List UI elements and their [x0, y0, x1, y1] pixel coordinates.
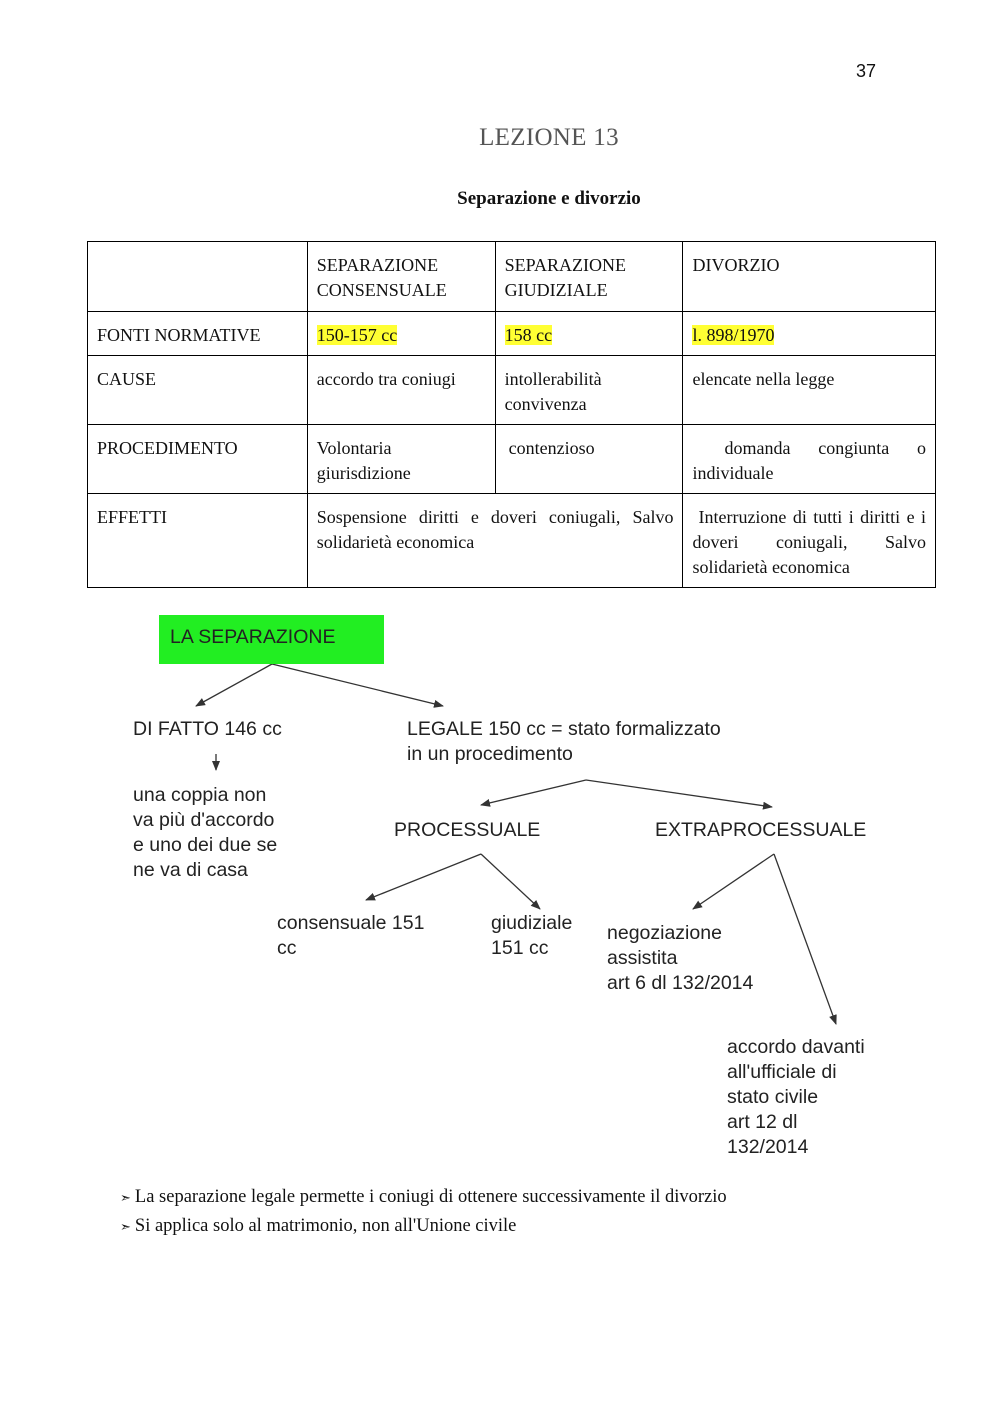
bullet-text: Si applica solo al matrimonio, non all'Unione civile — [134, 1216, 517, 1236]
header-cell: DIVORZIO — [683, 242, 936, 312]
node-line: una coppia non — [133, 784, 267, 806]
root-node — [159, 615, 384, 664]
header-cell: SEPARAZIONE GIUDIZIALE — [495, 242, 683, 312]
node-extraprocessuale: EXTRAPROCESSUALE — [655, 819, 867, 841]
node-line: art 6 dl 132/2014 — [607, 972, 754, 994]
node-line: 132/2014 — [727, 1136, 809, 1158]
table-cell: intollerabilità convivenza — [495, 356, 683, 425]
arrow-root-legale — [272, 664, 443, 706]
table-row — [88, 494, 936, 588]
node-line: va più d'accordo — [133, 809, 275, 831]
node-line: in un procedimento — [407, 743, 573, 765]
arrow-extra-accordo — [774, 854, 836, 1024]
table-cell: accordo tra coniugi — [307, 356, 495, 425]
arrow-processuale-consensuale — [366, 854, 481, 900]
node-line: accordo davanti — [727, 1036, 865, 1058]
bullet-arrow-icon: ➣ — [120, 1190, 131, 1205]
node-line: negoziazione — [607, 922, 722, 944]
node-consensuale — [277, 911, 424, 961]
node-processuale: PROCESSUALE — [394, 819, 541, 841]
row-label: PROCEDIMENTO — [88, 425, 308, 494]
node-line: art 12 dl — [727, 1111, 798, 1133]
header-cell-empty — [88, 242, 308, 312]
node-line: giudiziale — [491, 912, 573, 934]
node-line: all'ufficiale di — [727, 1061, 837, 1083]
row-label: FONTI NORMATIVE — [88, 312, 308, 356]
node-line: assistita — [607, 947, 678, 969]
table-cell: Interruzione di tutti i diritti e i doveri coniugali, Salvo solidarietà economica — [683, 494, 936, 588]
section-title: Separazione e divorzio — [457, 188, 641, 209]
node-giudiziale — [491, 911, 572, 961]
highlighted-text: 158 cc — [504, 325, 553, 345]
node-line: 151 cc — [491, 937, 549, 959]
highlighted-text: l. 898/1970 — [692, 325, 775, 345]
table-cell — [307, 312, 495, 356]
root-node-label: LA SEPARAZIONE — [170, 626, 336, 648]
table-header-row — [88, 242, 936, 312]
bullet-item — [120, 1212, 727, 1241]
header-cell: SEPARAZIONE CONSENSUALE — [307, 242, 495, 312]
node-legale — [407, 717, 721, 767]
node-line: ne va di casa — [133, 859, 248, 881]
node-line: LEGALE 150 cc = stato formalizzato — [407, 718, 721, 740]
node-line: cc — [277, 937, 297, 959]
table-cell-merged: Sospensione diritti e doveri coniugali, Salvo solidarietà economica — [307, 494, 683, 588]
row-label: CAUSE — [88, 356, 308, 425]
arrow-processuale-giudiziale — [481, 854, 540, 909]
bullet-text: La separazione legale permette i coniugi di ottenere successivamente il divorzio — [134, 1187, 727, 1207]
table-cell: elencate nella legge — [683, 356, 936, 425]
table-cell: contenzioso — [495, 425, 683, 494]
separation-diagram — [0, 600, 1000, 1170]
arrow-legale-processuale — [481, 780, 586, 805]
comparison-table — [87, 241, 936, 588]
table-cell — [495, 312, 683, 356]
bullet-item — [120, 1183, 727, 1212]
node-negoziazione — [607, 921, 753, 996]
node-line: stato civile — [727, 1086, 819, 1108]
bullet-list — [120, 1183, 727, 1241]
node-line: e uno dei due se — [133, 834, 278, 856]
table-cell: domanda congiunta o individuale — [683, 425, 936, 494]
node-di-fatto: DI FATTO 146 cc — [133, 718, 282, 740]
bullet-arrow-icon: ➣ — [120, 1219, 131, 1234]
table-cell — [683, 312, 936, 356]
arrow-legale-extraprocessuale — [586, 780, 772, 807]
highlighted-text: 150-157 cc — [316, 325, 398, 345]
arrow-root-difatto — [196, 664, 272, 706]
node-line: consensuale 151 — [277, 912, 425, 934]
page-number: 37 — [856, 61, 877, 81]
table-cell: Volontaria giurisdizione — [307, 425, 495, 494]
lesson-title: LEZIONE 13 — [479, 124, 619, 151]
node-accordo — [727, 1035, 865, 1160]
table-row — [88, 356, 936, 425]
arrow-extra-negoziazione — [693, 854, 774, 909]
table-row — [88, 312, 936, 356]
row-label: EFFETTI — [88, 494, 308, 588]
node-di-fatto-desc — [133, 783, 277, 883]
table-row — [88, 425, 936, 494]
